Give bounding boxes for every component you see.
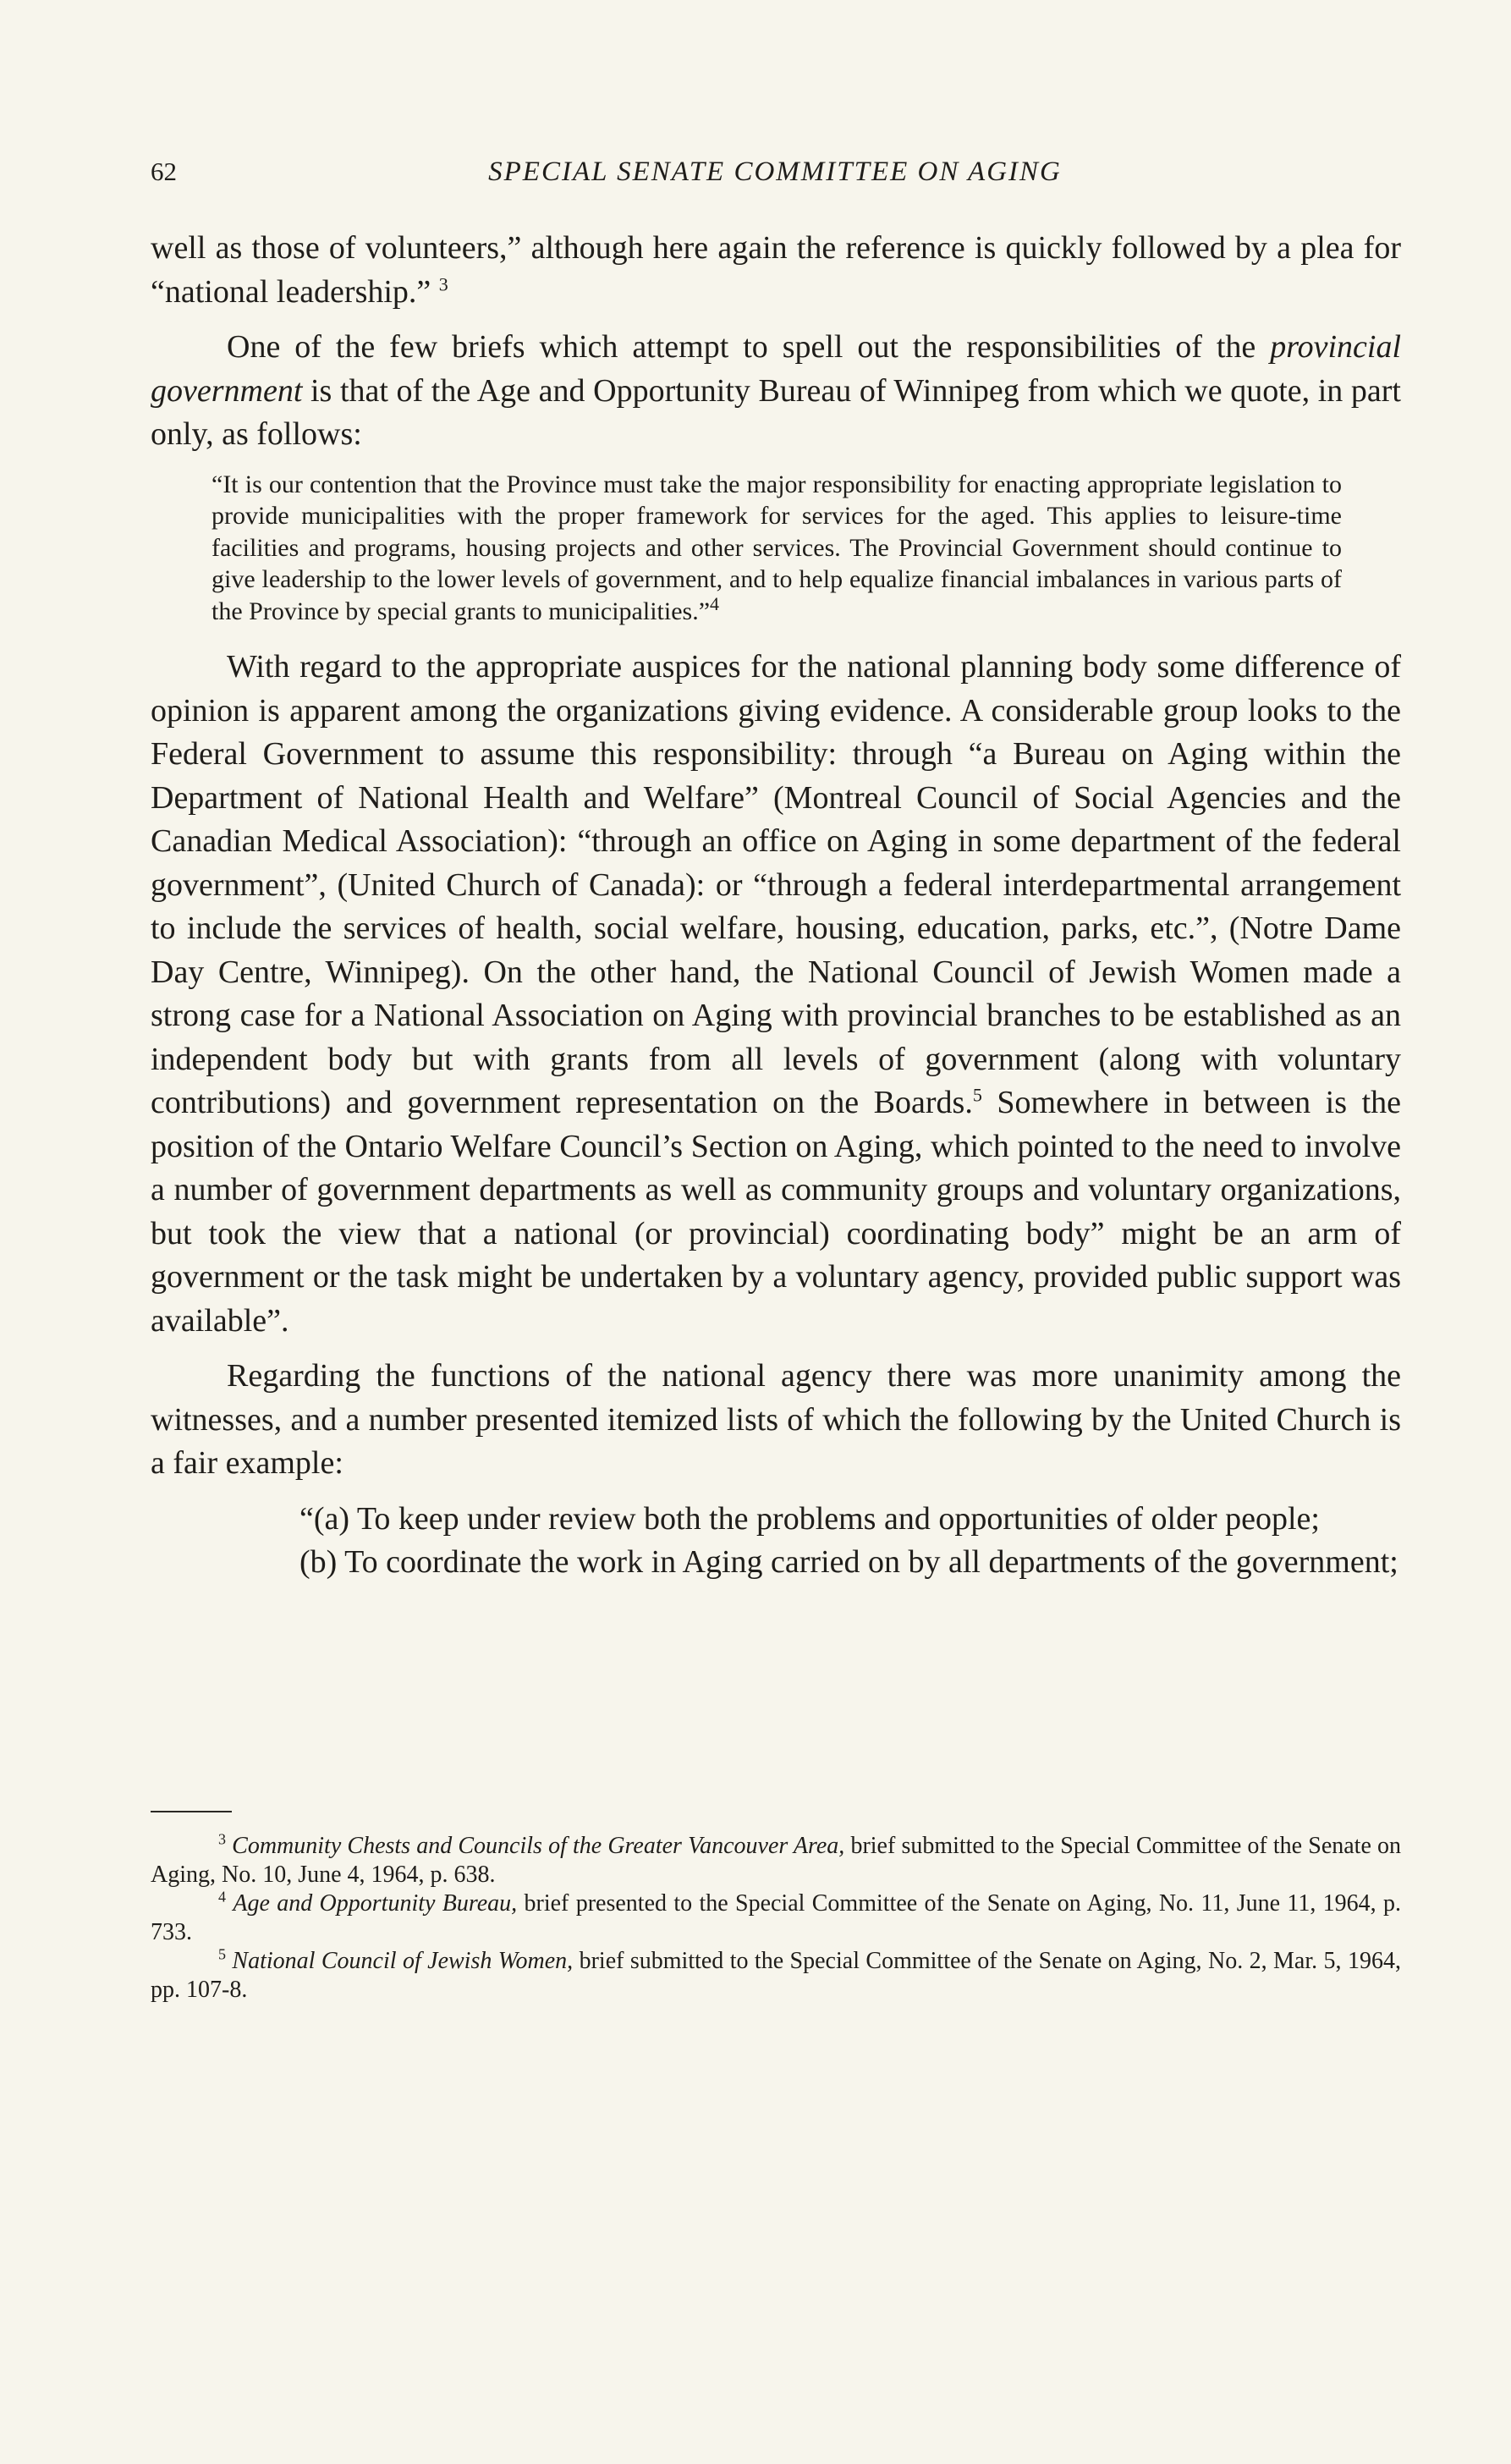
paragraph-1 — [151, 227, 1401, 314]
page-header — [151, 157, 1399, 197]
paragraph-3-part1: With regard to the appropriate auspices for the national planning body some difference of opinion is apparent among the organizations giving evidence. A considerable group looks to the Federal Government to assume this responsibility: through “a Bureau on Aging within the Department of National Health and Welfare” (Montreal Council of Social Agencies and the Canadian Medical Association): “through an office on Aging in some department of the federal government”, (United Church of Canada): or “through a federal interdepartmental arrangement to include the services of health, social welfare, housing, education, parks, etc.”, (Notre Dame Day Centre, Winnipeg). On the other hand, the National Council of Jewish Women made a strong case for a National Association on Aging with provincial branches to be established as an independent body but with grants from all levels of government (along with voluntary contributions) and government representation on the Boards. — [151, 649, 1401, 1120]
paragraph-4: Regarding the functions of the national agency there was more unanimity among the witnesses, and a number presented itemized lists of which the following by the United Church is a fair example: — [151, 1358, 1401, 1481]
paragraph-3-part2: Somewhere in between is the position of the Ontario Welfare Council’s Section on Aging, which pointed to the need to involve a number of government departments as well as community groups and voluntary organizations, but took the view that a national (or provincial) coordinating body” might be an arm of government or the task might be undertaken by a voluntary agency, provided public support was available”. — [151, 1085, 1402, 1339]
footnote-mark: 5 — [218, 1945, 226, 1963]
functions-list — [225, 1498, 1401, 1585]
footnote-source: National Council of Jewish Women, — [232, 1948, 574, 1974]
footnote-mark: 3 — [218, 1830, 226, 1848]
block-quote-text: “It is our contention that the Province must take the major responsibility for enacting appropriate legislation to provide municipalities with the proper framework for services for the aged. This applies to leisure-time facilities and programs, housing projects and other services. The Provincial Government should continue to give leadership to the lower levels of government, and to help equalize financial imbalances in various parts of the Province by special grants to municipalities.” — [212, 470, 1342, 625]
paragraph-2-italic: provincial government — [151, 329, 1402, 409]
footnote-text: brief submitted to the Special Committee of the Senate on Aging, No. 10, June 4, 1964, p. 638. — [151, 1833, 1402, 1888]
page-number: 62 — [151, 157, 177, 186]
footnotes — [151, 1832, 1401, 2005]
list-item: (b) To coordinate the work in Aging carried on by all departments of the government; — [299, 1544, 1398, 1580]
footnote-4 — [151, 1889, 1401, 1947]
footnote-source: Age and Opportunity Bureau, — [233, 1890, 518, 1917]
paragraph-2 — [151, 326, 1401, 457]
footnote-source: Community Chests and Councils of the Greater Vancouver Area, — [232, 1833, 845, 1859]
footnote-ref-5: 5 — [972, 1084, 982, 1106]
paragraph-1-text: well as those of volunteers,” although here again the reference is quickly followed by a plea for “national leadership.” — [151, 230, 1401, 310]
block-quote — [212, 469, 1342, 628]
paragraph-3 — [151, 646, 1401, 1343]
paragraph-2-start: One of the few briefs which attempt to spell out the responsibilities of the — [227, 329, 1256, 365]
footnote-ref-3: 3 — [438, 272, 448, 294]
footnote-text: brief presented to the Special Committee of the Senate on Aging, No. 11, June 11, 1964, p. 733. — [151, 1890, 1401, 1945]
list-item: “(a) To keep under review both the problems and opportunities of older people; — [299, 1500, 1320, 1537]
footnote-3 — [151, 1832, 1401, 1889]
paragraph-2-rest: is that of the Age and Opportunity Bureau of Winnipeg from which we quote, in part only, as follows: — [151, 372, 1401, 452]
footnote-5 — [151, 1947, 1401, 2005]
running-title: SPECIAL SENATE COMMITTEE ON AGING — [488, 157, 1062, 187]
footnote-ref-4: 4 — [710, 592, 720, 614]
body-text — [151, 227, 1401, 1585]
footnote-mark: 4 — [218, 1888, 226, 1906]
footnote-divider — [151, 1811, 232, 1812]
footnote-text: brief submitted to the Special Committee of the Senate on Aging, No. 2, Mar. 5, 1964, pp. 107-8. — [151, 1948, 1401, 2003]
